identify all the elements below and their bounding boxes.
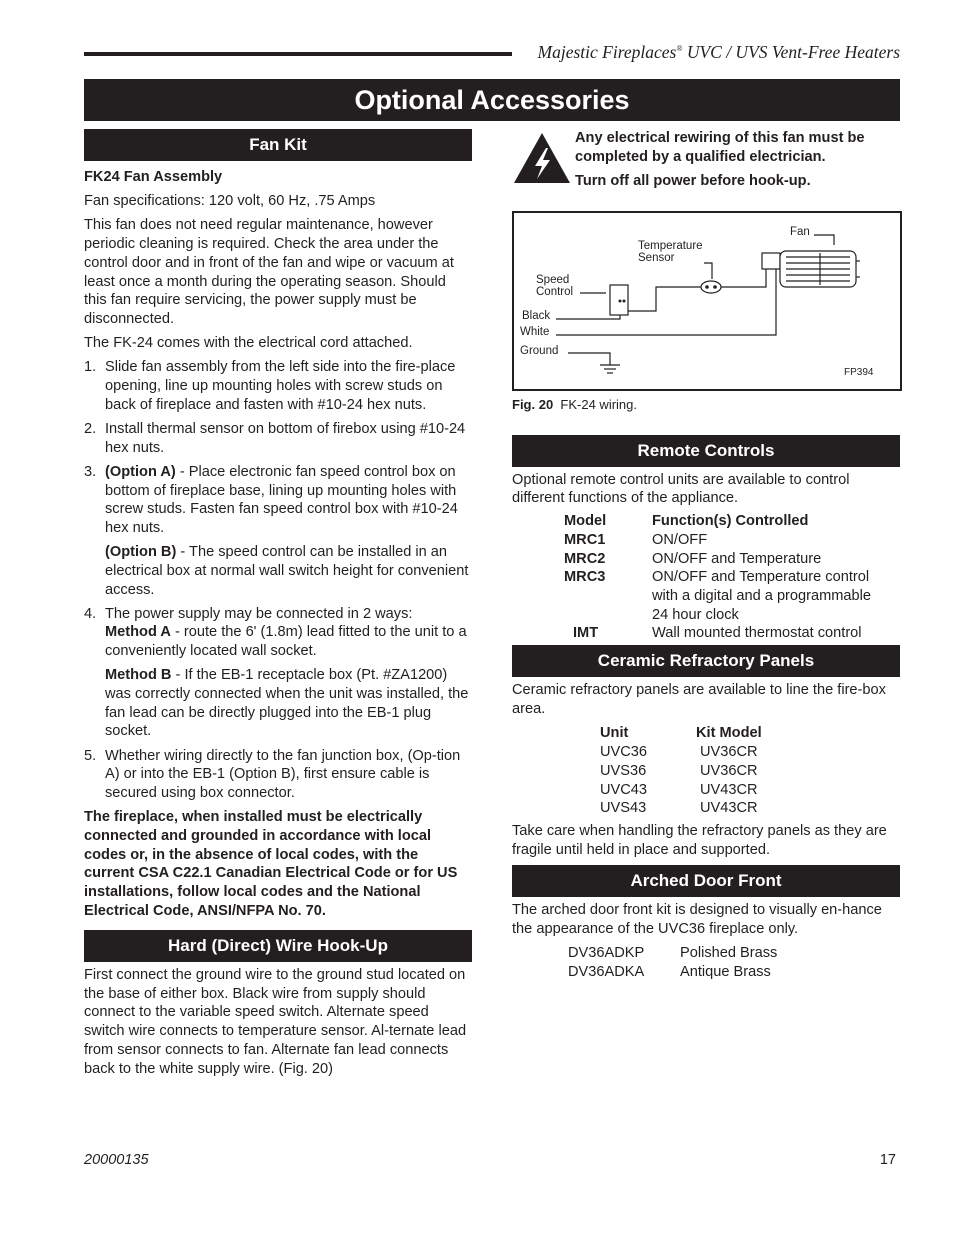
speed-control-label-2: Control — [536, 286, 574, 298]
table-row: DV36ADKA Antique Brass — [568, 963, 771, 980]
header-rule — [84, 52, 512, 56]
high-voltage-warning-icon — [512, 131, 572, 185]
power-intro: The power supply may be connected in 2 ways: Method A - route the 6' (1.8m) lead fitted to the unit to a conveniently located wall socket. — [105, 605, 467, 660]
white-wire-label: White — [520, 326, 550, 338]
arched-door-table — [568, 944, 777, 981]
fan-install-steps — [84, 358, 472, 802]
fan-cord: The FK-24 comes with the electrical cord attached. — [84, 335, 413, 352]
ceramic-table — [600, 724, 762, 818]
ceramic-intro: Ceramic refractory panels are available to line the fire-box area. — [512, 682, 886, 717]
list-item: 1. Slide fan assembly from the left side into the fire-place opening, line up mounting holes with screw studs on back of fireplace and fasten with #10-24 hex nuts. — [84, 359, 456, 413]
header-brand: Majestic Fireplaces — [537, 41, 677, 62]
table-row: DV36ADKP Polished Brass — [568, 945, 778, 962]
page-title: Optional Accessories — [84, 79, 900, 121]
hard-wire-heading: Hard (Direct) Wire Hook-Up — [84, 930, 472, 962]
table-row: UVC43 UV43CR — [600, 781, 758, 798]
temp-sensor-label-2: Sensor — [638, 252, 675, 264]
table-row: IMT Wall mounted thermostat control — [573, 625, 862, 642]
document-number: 20000135 — [84, 1152, 149, 1168]
header-reg-mark: ® — [676, 44, 683, 53]
ceramic-panels-heading: Ceramic Refractory Panels — [512, 645, 900, 677]
option-a: (Option A) - Place electronic fan speed control box on bottom of fireplace base, lining up mounting holes with screw studs. Fasten fan speed control box with #10-24 hex nuts. — [105, 463, 458, 536]
table-header-row: Model Function(s) Controlled — [564, 513, 809, 530]
list-item: 3. (Option A) - Place electronic fan speed control box on bottom of fireplace base, lining up mounting holes with screw studs. Fasten fan speed control box with #10-24 hex nuts. (Option B) - The speed control can be installed in an electrical box at normal wall switch height for convenient access. — [84, 463, 472, 599]
remote-controls-heading: Remote Controls — [512, 435, 900, 467]
warning-line-2: Turn off all power before hook-up. — [575, 173, 811, 190]
table-row: MRC2 ON/OFF and Temperature — [564, 550, 822, 567]
running-header — [518, 40, 900, 62]
remote-controls-table — [564, 512, 890, 643]
wiring-lines — [556, 235, 860, 373]
remote-intro: Optional remote control units are available to control different functions of the appliance. — [512, 471, 850, 507]
table-row: UVS36 UV36CR — [600, 762, 758, 779]
figure-caption: Fig. 20 FK-24 wiring. — [512, 397, 637, 412]
electrical-warning — [512, 129, 900, 199]
fan-label: Fan — [790, 226, 810, 238]
table-row: MRC3 ON/OFF and Temperature control with a digital and a programmable 24 hour clock — [564, 569, 872, 623]
arched-intro: The arched door front kit is designed to visually en-hance the appearance of the UVC36 fireplace only. — [512, 901, 882, 937]
ceramic-care: Take care when handling the refractory panels as they are fragile until held in place and supported. — [512, 822, 887, 858]
speed-control-label-1: Speed — [536, 274, 570, 286]
list-item: 5. Whether wiring directly to the fan junction box, (Op-tion A) or into the EB-1 (Option B), first ensure cable is secured using box connector. — [84, 747, 461, 802]
option-b: (Option B) - The speed control can be installed in an electrical box at normal wall switch height for convenient access. — [105, 544, 469, 598]
table-header-row: Unit Kit Model — [600, 725, 762, 742]
right-column — [512, 129, 900, 982]
table-row: MRC1 ON/OFF — [564, 531, 708, 548]
hard-wire-text: First connect the ground wire to the ground stud located on the base of either box. Black wire from supply should connect to the variable speed switch. Alternate speed switch wire connects to temperature sensor. Al-ternate lead from sensor connects to fan. Alternate fan lead connects back to the white supply wire. (Fig. 20) — [84, 967, 467, 1077]
electrical-code-warning: The fireplace, when installed must be electrically connected and grounded in accordance with local codes or, in the absence of local codes, with the current CSA C22.1 Canadian Electrical Code or for US installations, follow local codes and the National Electrical Code, ANSI/NFPA No. 70. — [84, 809, 458, 919]
figure-code: FP394 — [844, 367, 874, 378]
fan-assembly-title: FK24 Fan Assembly — [84, 169, 223, 185]
wiring-diagram — [512, 211, 902, 391]
black-wire-label: Black — [522, 310, 551, 322]
table-row: UVS43 UV43CR — [600, 800, 758, 817]
list-item: 2. Install thermal sensor on bottom of firebox using #10-24 hex nuts. — [84, 420, 466, 456]
fan-kit-heading: Fan Kit — [84, 129, 472, 161]
ground-label: Ground — [520, 345, 559, 357]
page-number: 17 — [879, 1152, 896, 1168]
fan-specs: Fan specifications: 120 volt, 60 Hz, .75 Amps — [84, 193, 376, 210]
header-product: UVC / UVS Vent-Free Heaters — [682, 41, 900, 62]
method-b: Method B - If the EB-1 receptacle box (Pt. #ZA1200) was correctly connected when the unit was installed, the fan lead can be directly plugged into the EB-1 plug socket. — [105, 667, 469, 740]
fan-maintenance: This fan does not need regular maintenance, however periodic cleaning is required. Check the area under the control door and in front of the fan and wipe or vacuum at least once a month during the operating season. Should this fan require servicing, the power supply must be disconnected. — [84, 217, 454, 327]
table-row: UVC36 UV36CR — [600, 744, 758, 761]
warning-line-1: Any electrical rewiring of this fan must be completed by a qualified electrician. — [575, 130, 865, 165]
temp-sensor-label-1: Temperature — [638, 240, 703, 252]
arched-door-heading: Arched Door Front — [512, 865, 900, 897]
list-item: 4. The power supply may be connected in 2 ways: Method A - route the 6' (1.8m) lead fitted to the unit to a conveniently located wall socket. Method B - If the EB-1 receptacle box (Pt. #ZA1200) was correctly connected when the unit was installed, the fan lead can be directly plugged into the EB-1 plug socket. — [84, 605, 472, 741]
left-column — [84, 129, 472, 1084]
